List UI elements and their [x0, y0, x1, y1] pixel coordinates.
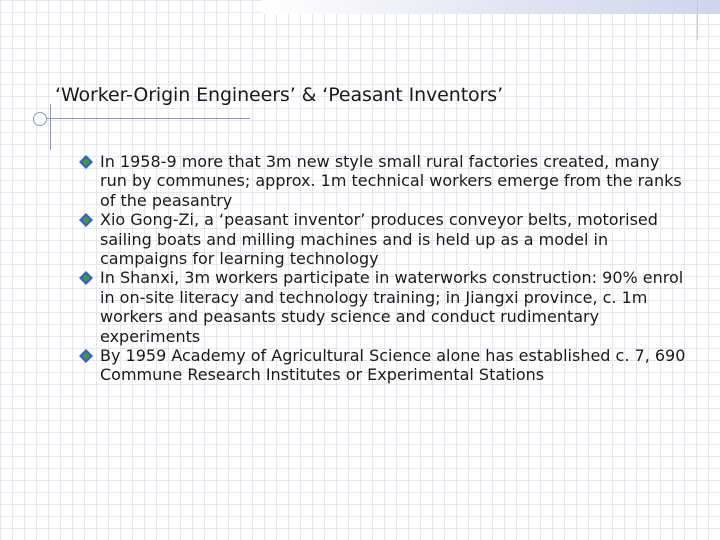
bullet-text: In Shanxi, 3m workers participate in waterworks construction: 90% enrol in on-site literacy and technology training; in Jiangxi province, c. 1m workers and peasants study science and conduct rudimentary experiments	[100, 268, 684, 346]
decorative-vertical-rule	[50, 104, 51, 150]
decorative-rule-right	[697, 0, 698, 40]
title-underline	[38, 118, 250, 119]
diamond-bullet-icon	[79, 271, 93, 285]
decorative-header-band	[262, 0, 720, 14]
slide-title: ‘Worker-Origin Engineers’ & ‘Peasant Inventors’	[55, 84, 504, 106]
bullet-item	[78, 268, 688, 346]
bullet-item	[78, 210, 688, 268]
bullet-text: Xio Gong-Zi, a ‘peasant inventor’ produces conveyor belts, motorised sailing boats and milling machines and is held up as a model in campaigns for learning technology	[100, 210, 658, 269]
bullet-text: In 1958-9 more that 3m new style small rural factories created, many run by communes; approx. 1m technical workers emerge from the ranks of the peasantry	[100, 152, 682, 210]
bullet-list	[78, 152, 688, 385]
bullet-text: By 1959 Academy of Agricultural Science alone has established c. 7, 690 Commune Research Institutes or Experimental Stations	[100, 346, 686, 385]
bullet-item	[78, 346, 688, 385]
bullet-item	[78, 152, 688, 210]
diamond-bullet-icon	[79, 349, 93, 363]
diamond-bullet-icon	[79, 213, 93, 227]
diamond-bullet-icon	[79, 155, 93, 169]
decorative-circle	[33, 112, 47, 126]
